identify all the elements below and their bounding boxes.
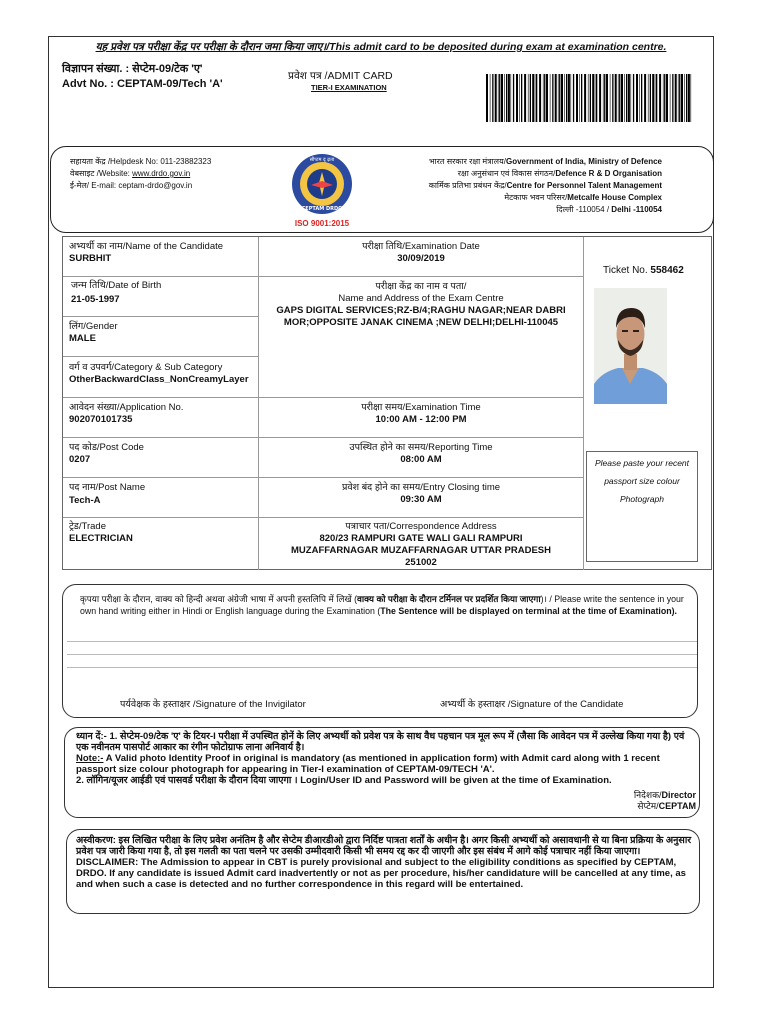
entry-closing-label: प्रवेश बंद होने का समय/Entry Closing time <box>341 482 501 493</box>
barcode-bar <box>543 74 544 122</box>
barcode-bar <box>495 74 497 122</box>
exam-date-label: परीक्षा तिथि/Examination Date <box>362 241 480 252</box>
entry-closing-cell <box>259 482 583 506</box>
gov-line4-en: Metcalfe House Complex <box>567 193 662 202</box>
candidate-name-label: अभ्यर्थी का नाम/Name of the Candidate <box>69 241 224 252</box>
barcode-bar <box>499 74 500 122</box>
barcode-bar <box>576 74 578 122</box>
exam-time: 10:00 AM - 12:00 PM <box>375 414 467 425</box>
reporting-time-label: उपस्थित होने का समय/Reporting Time <box>349 442 493 453</box>
barcode-bar <box>688 74 690 122</box>
note-label: Note:- <box>76 753 104 764</box>
correspondence-label: पत्राचार पता/Correspondence Address <box>345 521 497 532</box>
barcode-bar <box>592 74 594 122</box>
barcode-bar <box>626 74 627 122</box>
category-cell <box>69 362 249 386</box>
barcode-bar <box>511 74 512 122</box>
barcode-bar <box>606 74 608 122</box>
barcode-bar <box>641 74 642 122</box>
barcode-bar <box>571 74 572 122</box>
correspondence-cell <box>259 521 583 569</box>
barcode-bar <box>524 74 526 122</box>
trade-cell <box>69 521 133 545</box>
exam-centre-label-en: Name and Address of the Exam Centre <box>338 293 504 304</box>
barcode-bar <box>612 74 613 122</box>
barcode-bar <box>550 74 551 122</box>
barcode-bar <box>636 74 638 122</box>
barcode-bar <box>628 74 630 122</box>
barcode-bar <box>584 74 586 122</box>
gov-line3-en: Centre for Personnel Talent Management <box>506 181 662 190</box>
barcode-bar <box>486 74 488 122</box>
barcode-bar <box>686 74 687 122</box>
application-cell <box>69 402 183 426</box>
entry-closing-time: 09:30 AM <box>400 494 442 505</box>
category-label: वर्ग व उपवर्ग/Category & Sub Category <box>69 362 223 373</box>
signature-invigilator: पर्यवेक्षक के हस्ताक्षर /Signature of the Invigilator <box>120 699 306 710</box>
ceptam-drdo-logo <box>289 152 355 230</box>
notes-text <box>76 731 696 786</box>
barcode-bar <box>639 74 640 122</box>
advt-english: Advt No. : CEPTAM-09/Tech 'A' <box>62 78 223 90</box>
note-text: A Valid photo Identity Proof in original is mandatory (as mentioned in application form) with Admit card along with 1 recent passport size colour photograph for appearing in Tier-I examination of CEPTAM-09/TECH 'A'. <box>76 753 660 775</box>
barcode-bar <box>508 74 510 122</box>
barcode-bar <box>604 74 605 122</box>
post-code-cell <box>69 442 144 466</box>
email-address: ceptam-drdo@gov.in <box>118 181 193 190</box>
barcode-bar <box>619 74 620 122</box>
trade-label: ट्रेड/Trade <box>69 521 106 532</box>
barcode-bar <box>672 74 673 122</box>
ticket-number <box>603 265 684 277</box>
barcode-bar <box>581 74 582 122</box>
barcode-bar <box>588 74 589 122</box>
barcode-bar <box>596 74 597 122</box>
barcode-bar <box>546 74 548 122</box>
post-code-value: 0207 <box>69 454 91 465</box>
barcode-bar <box>679 74 680 122</box>
tier-title: TIER-I EXAMINATION <box>311 83 387 92</box>
dob-cell <box>71 280 161 306</box>
exam-centre: GAPS DIGITAL SERVICES;RZ-B/4;RAGHU NAGAR;NEAR DABRI MOR;OPPOSITE JANAK CINEMA ;NEW DELHI;DELHI-110045 <box>276 305 566 328</box>
barcode-bar <box>559 74 560 122</box>
gov-line5-en: Delhi -110054 <box>611 205 662 214</box>
gov-line5-hi: दिल्ली -110054 / <box>556 205 612 214</box>
gender-label: लिंग/Gender <box>69 321 118 332</box>
candidate-name-cell <box>69 241 223 265</box>
admit-card-title: प्रवेश पत्र /ADMIT CARD <box>288 70 393 82</box>
barcode-bar <box>631 74 632 122</box>
barcode-bar <box>644 74 646 122</box>
barcode-bar <box>621 74 623 122</box>
candidate-name: SURBHIT <box>69 253 112 264</box>
ceptam-hi: सेप्टेम/ <box>637 801 659 811</box>
barcode-bar <box>519 74 520 122</box>
barcode-bar <box>590 74 591 122</box>
gov-line1-hi: भारत सरकार रक्षा मंत्रालय/ <box>428 157 506 166</box>
barcode-bar <box>530 74 531 122</box>
advt-hindi: विज्ञापन संख्या. : सेप्टेम-09/टेक 'ए' <box>62 63 203 75</box>
barcode-bar <box>573 74 574 122</box>
barcode-bar <box>539 74 541 122</box>
disclaimer-english: DISCLAIMER: The Admission to appear in CBT is purely provisional and subject to the eligibility conditions as specified by CEPTAM, DRDO. If any candidate is issued Admit card inadvertently or not as per procedure, his/her candidature will be cancelled at any time, as and when such a case is detected and no further correspondence in this regard will be entertained. <box>76 857 686 890</box>
helpdesk-info <box>70 156 211 192</box>
logo-bottom-text: CEPTAM DRDO <box>301 206 343 212</box>
barcode-bar <box>516 74 518 122</box>
barcode-bar <box>624 74 625 122</box>
gov-line1-en: Government of India, Ministry of Defence <box>505 157 662 166</box>
helpdesk-number: 011-23882323 <box>160 157 212 166</box>
barcode-bar <box>561 74 563 122</box>
trade-value: ELECTRICIAN <box>69 533 133 544</box>
barcode-bar <box>670 74 671 122</box>
disclaimer-hindi: अस्वीकरण: इस लिखित परीक्षा के लिए प्रवेश अनंतिम है और सेप्टेम डीआरडीओ द्वारा निर्दिष्ट पात्रता शर्तों के अधीन है। अगर किसी अभ्यर्थी को असावधानी से या बिना प्रक्रिया के अनुसार प्रवेश पत्र जारी किया गया है, तो इस गलती का पता चलने पर उसकी उम्मीदवारी किसी भी समय रद्द कर दी जाएगी और इस संबंध में आगे कोई पत्राचार नहीं किया जाएगा। <box>76 835 692 857</box>
barcode-bar <box>663 74 664 122</box>
barcode-bar <box>664 74 665 122</box>
barcode-bar <box>681 74 683 122</box>
barcode-bar <box>618 74 619 122</box>
application-number: 902070101735 <box>69 414 133 425</box>
barcode-bar <box>564 74 565 122</box>
logo-top-text: सीप्टम दृ ढ़ता <box>309 157 335 163</box>
candidate-photo <box>594 288 667 404</box>
director-hi: निदेशक/ <box>633 790 662 800</box>
barcode-bar <box>506 74 507 122</box>
barcode-bar <box>648 74 649 122</box>
ticket-label: Ticket No. <box>603 265 651 276</box>
advt-number <box>62 62 223 92</box>
barcode-bar <box>504 74 505 122</box>
reporting-time: 08:00 AM <box>400 454 442 465</box>
barcode-bar <box>615 74 617 122</box>
barcode-bar <box>656 74 657 122</box>
exam-time-cell <box>259 402 583 426</box>
barcode-bar <box>513 74 514 122</box>
barcode-bar <box>555 74 557 122</box>
gov-line2-en: Defence R & D Organisation <box>555 169 662 178</box>
barcode-bar <box>595 74 596 122</box>
barcode-bar <box>558 74 559 122</box>
barcode-bar <box>684 74 685 122</box>
sentence-text-hi: कृपया परीक्षा के दौरान, वाक्य को हिन्दी अथवा अंग्रेजी भाषा में अपनी हस्तलिपि में लिखें ( <box>80 594 358 604</box>
iso-label: ISO 9001:2015 <box>294 219 350 228</box>
director-en: Director <box>661 790 696 800</box>
ceptam-en: CEPTAM <box>658 801 696 811</box>
post-name-label: पद नाम/Post Name <box>69 482 146 493</box>
barcode-bar <box>610 74 611 122</box>
barcode-bar <box>678 74 679 122</box>
barcode-bar <box>501 74 503 122</box>
barcode-bar <box>490 74 491 122</box>
exam-time-label: परीक्षा समय/Examination Time <box>361 402 481 413</box>
barcode-bar <box>633 74 634 122</box>
application-label: आवेदन संख्या/Application No. <box>69 402 184 413</box>
barcode-bar <box>566 74 567 122</box>
note-line1: ध्यान दें:- 1. सेप्टेम-09/टेक 'ए' के टियर-I परीक्षा में उपस्थित होनें के लिए अभ्यर्थी को प्रवेश पत्र के साथ वैध पहचान पत्र मूल रूप में (जैसा कि आवेदन पत्र में उल्लेख किया गया है) एवं एक नवीनतम पासपोर्ट आकार का रंगीन फोटोग्राफ लाना अनिवार्य है। <box>76 731 685 753</box>
post-code-label: पद कोड/Post Code <box>69 442 144 453</box>
note-line2: 2. लॉगिन/यूजर आईडी एवं पासवर्ड परीक्षा के दौरान दिया जाएगा । Login/User ID and Password will be given at the time of Examination. <box>76 775 612 786</box>
barcode-bar <box>536 74 537 122</box>
exam-centre-label-hi: परीक्षा केंद्र का नाम व पता/ <box>375 281 467 292</box>
email-label: ई-मेल/ E-mail: <box>70 181 119 190</box>
post-name-cell <box>69 482 145 507</box>
disclaimer-text <box>76 835 696 890</box>
barcode-bar <box>579 74 580 122</box>
website-link[interactable]: www.drdo.gov.in <box>132 169 191 178</box>
exam-date-cell <box>259 241 583 265</box>
gov-line3-hi: कार्मिक प्रतिभा प्रबंधन केंद्र/ <box>428 181 507 190</box>
category-value: OtherBackwardClass_NonCreamyLayer <box>69 374 249 385</box>
barcode-bar <box>521 74 522 122</box>
gov-line2-hi: रक्षा अनुसंधान एवं विकास संगठन/ <box>457 169 556 178</box>
deposit-note: यह प्रवेश पत्र परीक्षा केंद्र पर परीक्षा के दौरान जमा किया जाए।/This admit card to be deposited during exam at examination centre. <box>95 41 667 53</box>
exam-date: 30/09/2019 <box>397 253 445 264</box>
barcode-bar <box>544 74 545 122</box>
gov-line4-hi: मेटकाफ भवन परिसर/ <box>504 193 568 202</box>
barcode-bar <box>691 74 692 122</box>
barcode-bar <box>652 74 654 122</box>
director-signoff <box>560 790 696 812</box>
barcode-bar <box>666 74 668 122</box>
helpdesk-label: सहायता केंद्र /Helpdesk No: <box>70 157 161 166</box>
sentence-bold-hi: वाक्य को परीक्षा के दौरान टर्मिनल पर प्रदर्शित किया जाएगा <box>357 594 541 604</box>
barcode-bar <box>528 74 529 122</box>
sentence-text-en: )। / Please write the sentence in your own hand writing either in Hindi or English language during the Examination ( <box>80 594 684 616</box>
barcode-bar <box>659 74 661 122</box>
sentence-bold-en: The Sentence will be displayed on terminal at the time of Examination). <box>380 606 677 616</box>
barcode <box>486 74 694 122</box>
photo-paste-note: Please paste your recent passport size colour Photograph <box>586 451 698 562</box>
post-name-value: Tech-A <box>69 495 101 506</box>
barcode-bar <box>532 74 534 122</box>
gender-value: MALE <box>69 333 96 344</box>
barcode-bar <box>552 74 553 122</box>
website-label: वेबसाइट /Website: <box>70 169 133 178</box>
signature-candidate: अभ्यर्थी के हस्ताक्षर /Signature of the Candidate <box>440 699 624 710</box>
government-info <box>380 156 662 216</box>
barcode-bar <box>535 74 536 122</box>
barcode-bar <box>492 74 493 122</box>
sentence-instruction <box>80 593 696 617</box>
dob-label: जन्म तिथि/Date of Birth <box>71 280 162 291</box>
dob-value: 21-05-1997 <box>71 294 120 305</box>
ticket-value: 558462 <box>650 265 684 276</box>
barcode-bar <box>655 74 656 122</box>
barcode-bar <box>650 74 651 122</box>
barcode-bar <box>675 74 677 122</box>
gender-cell <box>69 321 118 345</box>
barcode-bar <box>568 74 570 122</box>
reporting-time-cell <box>259 442 583 466</box>
barcode-bar <box>603 74 604 122</box>
barcode-bar <box>599 74 601 122</box>
barcode-bar <box>498 74 499 122</box>
correspondence-address: 820/23 RAMPURI GATE WALI GALI RAMPURI MUZAFFARNAGAR MUZAFFARNAGAR UTTAR PRADESH 251002 <box>291 533 551 568</box>
exam-centre-cell <box>259 281 583 329</box>
